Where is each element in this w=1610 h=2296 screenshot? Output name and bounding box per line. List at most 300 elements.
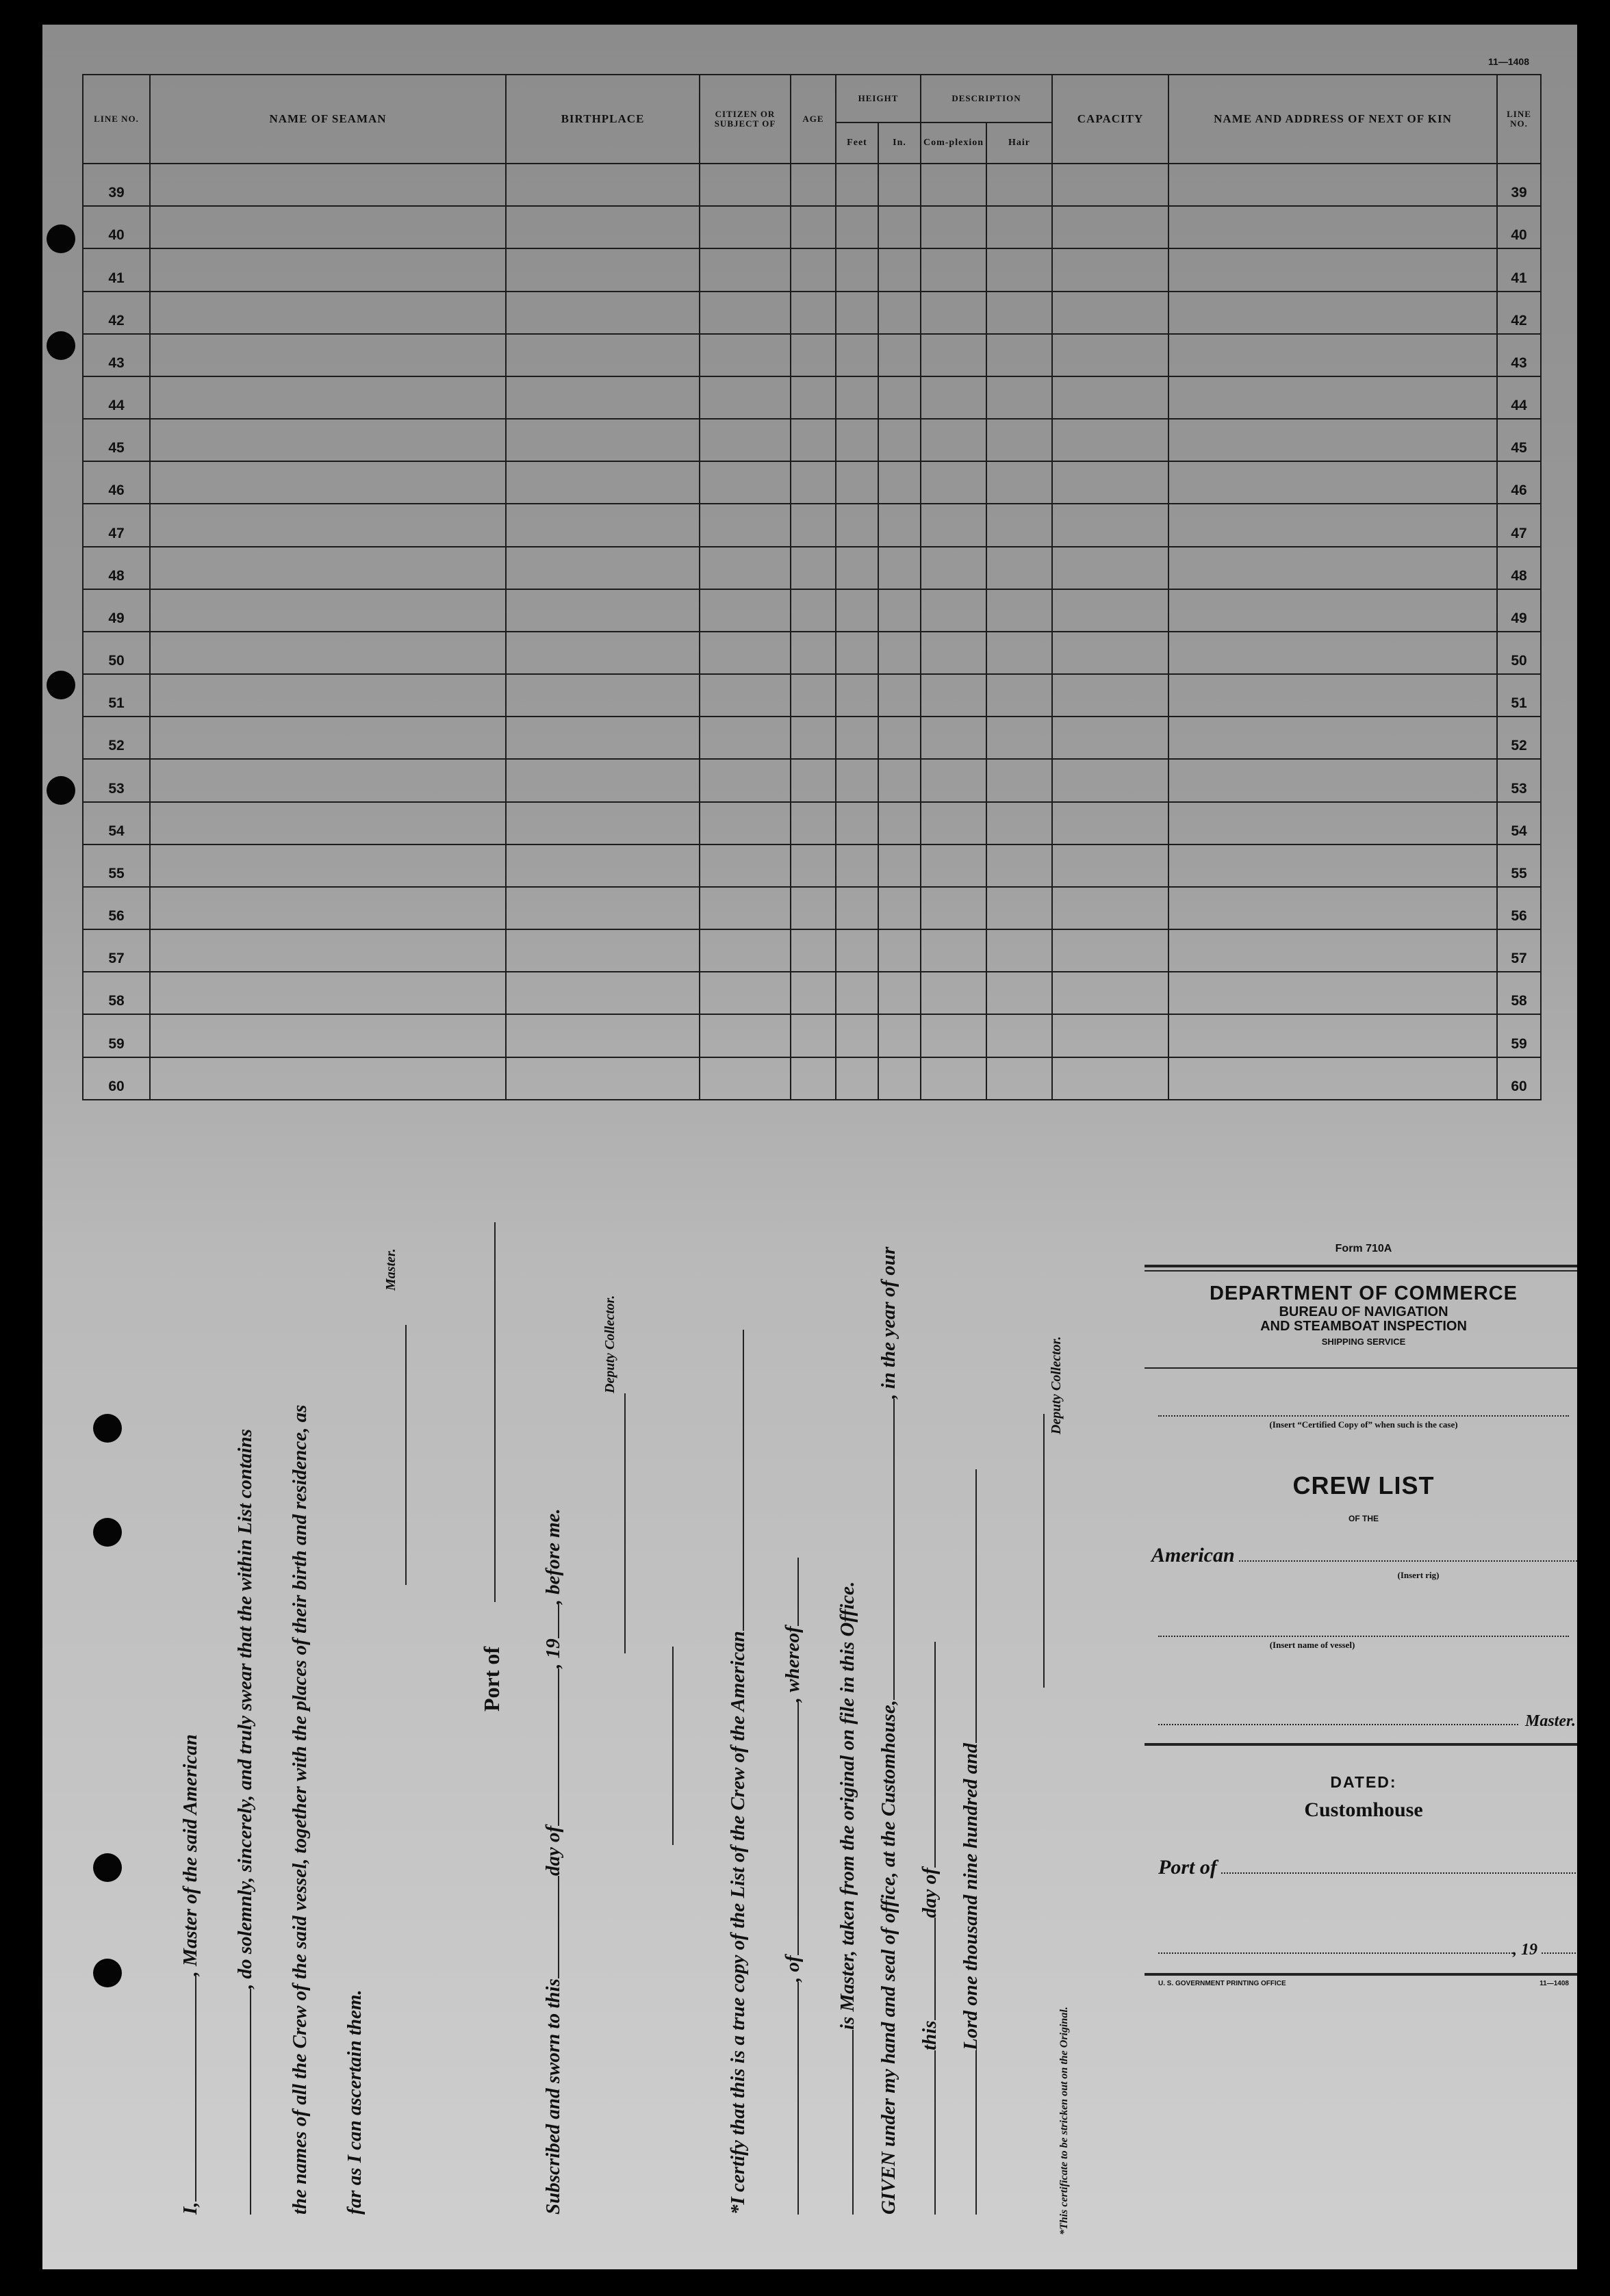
citizen-cell[interactable] xyxy=(700,632,791,674)
feet-cell[interactable] xyxy=(836,589,878,632)
capacity-cell[interactable] xyxy=(1052,759,1168,801)
next-of-kin-cell[interactable] xyxy=(1168,887,1497,929)
complexion-cell[interactable] xyxy=(921,547,986,589)
hair-cell[interactable] xyxy=(986,1014,1052,1057)
hair-cell[interactable] xyxy=(986,887,1052,929)
complexion-cell[interactable] xyxy=(921,589,986,632)
citizen-cell[interactable] xyxy=(700,929,791,972)
complexion-cell[interactable] xyxy=(921,887,986,929)
sworn-line xyxy=(542,1508,565,2215)
citizen-cell[interactable] xyxy=(700,972,791,1014)
feet-cell[interactable] xyxy=(836,717,878,759)
complexion-cell[interactable] xyxy=(921,632,986,674)
hair-cell[interactable] xyxy=(986,547,1052,589)
capacity-cell[interactable] xyxy=(1052,547,1168,589)
hair-cell[interactable] xyxy=(986,674,1052,717)
age-cell[interactable] xyxy=(791,504,836,546)
line-number: 55 xyxy=(83,844,150,887)
oath-line-4 xyxy=(344,1989,366,2215)
next-of-kin-cell[interactable] xyxy=(1168,334,1497,376)
hair-cell[interactable] xyxy=(986,334,1052,376)
citizen-cell[interactable] xyxy=(700,334,791,376)
punch-hole xyxy=(47,776,75,805)
hair-cell[interactable] xyxy=(986,376,1052,419)
feet-cell[interactable] xyxy=(836,844,878,887)
citizen-cell[interactable] xyxy=(700,419,791,461)
inches-cell[interactable] xyxy=(878,334,921,376)
line-number: 43 xyxy=(83,334,150,376)
birthplace-cell[interactable] xyxy=(506,164,700,206)
age-cell[interactable] xyxy=(791,547,836,589)
deputy-seal-line xyxy=(672,1647,674,1845)
inches-cell[interactable] xyxy=(878,461,921,504)
complexion-cell[interactable] xyxy=(921,674,986,717)
line-number-right: 46 xyxy=(1497,461,1541,504)
capacity-cell[interactable] xyxy=(1052,461,1168,504)
line-number-right: 45 xyxy=(1497,419,1541,461)
port-field[interactable] xyxy=(1221,1872,1576,1874)
year-field[interactable] xyxy=(1542,1952,1576,1954)
name-cell[interactable] xyxy=(150,1057,506,1100)
age-cell[interactable] xyxy=(791,632,836,674)
complexion-cell[interactable] xyxy=(921,802,986,844)
table-row xyxy=(83,461,1541,504)
inches-cell[interactable] xyxy=(878,844,921,887)
capacity-cell[interactable] xyxy=(1052,887,1168,929)
age-cell[interactable] xyxy=(791,461,836,504)
age-cell[interactable] xyxy=(791,334,836,376)
birthplace-cell[interactable] xyxy=(506,547,700,589)
table-row xyxy=(83,206,1541,248)
certified-copy-field[interactable] xyxy=(1158,1381,1569,1417)
hair-cell[interactable] xyxy=(986,248,1052,291)
sworn-day-blank xyxy=(558,1876,559,1978)
line-number-right: 44 xyxy=(1497,376,1541,419)
age-cell[interactable] xyxy=(791,376,836,419)
name-cell[interactable] xyxy=(150,632,506,674)
name-cell[interactable] xyxy=(150,292,506,334)
next-of-kin-cell[interactable] xyxy=(1168,759,1497,801)
next-of-kin-cell[interactable] xyxy=(1168,248,1497,291)
capacity-cell[interactable] xyxy=(1052,589,1168,632)
rig-hint: (Insert rig) xyxy=(1397,1570,1440,1580)
master-label: Master. xyxy=(383,1248,398,1291)
citizen-cell[interactable] xyxy=(700,674,791,717)
crew-rows xyxy=(83,164,1541,1100)
citizen-cell[interactable] xyxy=(700,1057,791,1100)
birthplace-cell[interactable] xyxy=(506,461,700,504)
capacity-cell[interactable] xyxy=(1052,248,1168,291)
hair-cell[interactable] xyxy=(986,206,1052,248)
complexion-cell[interactable] xyxy=(921,164,986,206)
name-cell[interactable] xyxy=(150,1014,506,1057)
inches-cell[interactable] xyxy=(878,248,921,291)
birthplace-cell[interactable] xyxy=(506,419,700,461)
citizen-cell[interactable] xyxy=(700,1014,791,1057)
hair-cell[interactable] xyxy=(986,632,1052,674)
hair-cell[interactable] xyxy=(986,929,1052,972)
citizen-cell[interactable] xyxy=(700,292,791,334)
line-number-right: 57 xyxy=(1497,929,1541,972)
table-row xyxy=(83,759,1541,801)
next-of-kin-cell[interactable] xyxy=(1168,419,1497,461)
age-cell[interactable] xyxy=(791,292,836,334)
year-label: , 19 xyxy=(1513,1941,1537,1959)
next-of-kin-cell[interactable] xyxy=(1168,376,1497,419)
feet-cell[interactable] xyxy=(836,1014,878,1057)
name-cell[interactable] xyxy=(150,844,506,887)
birthplace-cell[interactable] xyxy=(506,292,700,334)
complexion-cell[interactable] xyxy=(921,844,986,887)
birthplace-cell[interactable] xyxy=(506,334,700,376)
birthplace-cell[interactable] xyxy=(506,759,700,801)
next-of-kin-cell[interactable] xyxy=(1168,589,1497,632)
header-line-no: LINE NO. xyxy=(83,75,150,164)
inches-cell[interactable] xyxy=(878,887,921,929)
capacity-cell[interactable] xyxy=(1052,717,1168,759)
feet-cell[interactable] xyxy=(836,887,878,929)
line-number: 39 xyxy=(83,164,150,206)
next-of-kin-cell[interactable] xyxy=(1168,1057,1497,1100)
hair-cell[interactable] xyxy=(986,419,1052,461)
rule xyxy=(1145,1367,1577,1369)
capacity-cell[interactable] xyxy=(1052,419,1168,461)
citizen-cell[interactable] xyxy=(700,376,791,419)
citizen-cell[interactable] xyxy=(700,504,791,546)
capacity-cell[interactable] xyxy=(1052,1014,1168,1057)
rule xyxy=(1145,1973,1577,1976)
deputy-collector-label-2: Deputy Collector. xyxy=(1049,1336,1064,1434)
age-cell[interactable] xyxy=(791,887,836,929)
capacity-cell[interactable] xyxy=(1052,929,1168,972)
line-number-right: 56 xyxy=(1497,887,1541,929)
name-cell[interactable] xyxy=(150,504,506,546)
feet-cell[interactable] xyxy=(836,547,878,589)
name-cell[interactable] xyxy=(150,376,506,419)
name-cell[interactable] xyxy=(150,802,506,844)
name-cell[interactable] xyxy=(150,759,506,801)
feet-cell[interactable] xyxy=(836,759,878,801)
header-feet: Feet xyxy=(836,122,878,164)
citizen-cell[interactable] xyxy=(700,206,791,248)
age-cell[interactable] xyxy=(791,972,836,1014)
line-number-right: 49 xyxy=(1497,589,1541,632)
feet-cell[interactable] xyxy=(836,929,878,972)
capacity-cell[interactable] xyxy=(1052,844,1168,887)
birthplace-cell[interactable] xyxy=(506,632,700,674)
header-line-no-right: LINE NO. xyxy=(1497,75,1541,164)
birthplace-cell[interactable] xyxy=(506,589,700,632)
inches-cell[interactable] xyxy=(878,632,921,674)
name-cell[interactable] xyxy=(150,334,506,376)
name-cell[interactable] xyxy=(150,674,506,717)
inches-cell[interactable] xyxy=(878,1057,921,1100)
crew-list-title: CREW LIST xyxy=(1292,1471,1435,1499)
complexion-cell[interactable] xyxy=(921,461,986,504)
hair-cell[interactable] xyxy=(986,164,1052,206)
capacity-cell[interactable] xyxy=(1052,632,1168,674)
table-row xyxy=(83,674,1541,717)
port-row xyxy=(1158,1856,1576,1879)
bureau-line-1: BUREAU OF NAVIGATION xyxy=(1279,1304,1448,1319)
feet-cell[interactable] xyxy=(836,376,878,419)
feet-cell[interactable] xyxy=(836,802,878,844)
birthplace-cell[interactable] xyxy=(506,844,700,887)
birthplace-cell[interactable] xyxy=(506,248,700,291)
hair-cell[interactable] xyxy=(986,802,1052,844)
next-of-kin-cell[interactable] xyxy=(1168,802,1497,844)
punch-hole xyxy=(93,1414,122,1443)
hair-cell[interactable] xyxy=(986,717,1052,759)
birthplace-cell[interactable] xyxy=(506,1014,700,1057)
citizen-cell[interactable] xyxy=(700,887,791,929)
punch-hole xyxy=(47,671,75,699)
inches-cell[interactable] xyxy=(878,674,921,717)
table-row xyxy=(83,164,1541,206)
name-cell[interactable] xyxy=(150,248,506,291)
feet-cell[interactable] xyxy=(836,504,878,546)
age-cell[interactable] xyxy=(791,1057,836,1100)
inches-cell[interactable] xyxy=(878,206,921,248)
next-of-kin-cell[interactable] xyxy=(1168,461,1497,504)
line-number: 50 xyxy=(83,632,150,674)
inches-cell[interactable] xyxy=(878,504,921,546)
name-cell[interactable] xyxy=(150,206,506,248)
age-cell[interactable] xyxy=(791,717,836,759)
feet-cell[interactable] xyxy=(836,674,878,717)
name-cell[interactable] xyxy=(150,972,506,1014)
birthplace-cell[interactable] xyxy=(506,504,700,546)
age-cell[interactable] xyxy=(791,248,836,291)
birthplace-cell[interactable] xyxy=(506,802,700,844)
capacity-cell[interactable] xyxy=(1052,334,1168,376)
next-of-kin-cell[interactable] xyxy=(1168,632,1497,674)
inches-cell[interactable] xyxy=(878,802,921,844)
inches-cell[interactable] xyxy=(878,929,921,972)
feet-cell[interactable] xyxy=(836,206,878,248)
age-cell[interactable] xyxy=(791,674,836,717)
name-cell[interactable] xyxy=(150,717,506,759)
oath-line-2 xyxy=(234,1429,257,2215)
birthplace-cell[interactable] xyxy=(506,376,700,419)
birthplace-cell[interactable] xyxy=(506,887,700,929)
inches-cell[interactable] xyxy=(878,164,921,206)
table-row xyxy=(83,632,1541,674)
complexion-cell[interactable] xyxy=(921,292,986,334)
line-number: 51 xyxy=(83,674,150,717)
capacity-cell[interactable] xyxy=(1052,674,1168,717)
table-row xyxy=(83,802,1541,844)
next-of-kin-cell[interactable] xyxy=(1168,929,1497,972)
hair-cell[interactable] xyxy=(986,972,1052,1014)
master-field[interactable] xyxy=(1158,1724,1518,1725)
deputy-collector-label-1: Deputy Collector. xyxy=(602,1295,617,1393)
next-of-kin-cell[interactable] xyxy=(1168,717,1497,759)
hair-cell[interactable] xyxy=(986,292,1052,334)
birthplace-cell[interactable] xyxy=(506,674,700,717)
table-row xyxy=(83,972,1541,1014)
rig-field[interactable] xyxy=(1239,1560,1577,1562)
complexion-cell[interactable] xyxy=(921,504,986,546)
line-number: 60 xyxy=(83,1057,150,1100)
citizen-cell[interactable] xyxy=(700,844,791,887)
inches-cell[interactable] xyxy=(878,547,921,589)
name-cell[interactable] xyxy=(150,461,506,504)
birthplace-cell[interactable] xyxy=(506,206,700,248)
citizen-cell[interactable] xyxy=(700,461,791,504)
header-hair: Hair xyxy=(986,122,1052,164)
next-of-kin-cell[interactable] xyxy=(1168,292,1497,334)
table-row xyxy=(83,1057,1541,1100)
birthplace-cell[interactable] xyxy=(506,717,700,759)
cert-master-text: is Master, taken from the original on file in this Office. xyxy=(836,1581,858,2030)
line-number: 42 xyxy=(83,292,150,334)
next-of-kin-cell[interactable] xyxy=(1168,972,1497,1014)
name-cell[interactable] xyxy=(150,929,506,972)
feet-cell[interactable] xyxy=(836,248,878,291)
citizen-cell[interactable] xyxy=(700,248,791,291)
table-row xyxy=(83,1014,1541,1057)
inches-cell[interactable] xyxy=(878,759,921,801)
birthplace-cell[interactable] xyxy=(506,1057,700,1100)
capacity-cell[interactable] xyxy=(1052,376,1168,419)
inches-cell[interactable] xyxy=(878,292,921,334)
this-day-of: day of xyxy=(919,1868,941,1918)
line-number: 53 xyxy=(83,759,150,801)
inches-cell[interactable] xyxy=(878,419,921,461)
american-label: American xyxy=(1151,1544,1235,1566)
header-capacity: CAPACITY xyxy=(1052,75,1168,164)
complexion-cell[interactable] xyxy=(921,929,986,972)
line-number-right: 40 xyxy=(1497,206,1541,248)
citizen-cell[interactable] xyxy=(700,802,791,844)
citizen-cell[interactable] xyxy=(700,759,791,801)
name-cell[interactable] xyxy=(150,419,506,461)
name-cell[interactable] xyxy=(150,589,506,632)
inches-cell[interactable] xyxy=(878,717,921,759)
next-of-kin-cell[interactable] xyxy=(1168,674,1497,717)
name-cell[interactable] xyxy=(150,547,506,589)
complexion-cell[interactable] xyxy=(921,419,986,461)
age-cell[interactable] xyxy=(791,419,836,461)
hair-cell[interactable] xyxy=(986,589,1052,632)
next-of-kin-cell[interactable] xyxy=(1168,164,1497,206)
line-number-right: 39 xyxy=(1497,164,1541,206)
next-of-kin-cell[interactable] xyxy=(1168,206,1497,248)
next-of-kin-cell[interactable] xyxy=(1168,547,1497,589)
cert-text: *I certify that this is a true copy of the List of the Crew of the American xyxy=(727,1631,749,2215)
inches-cell[interactable] xyxy=(878,376,921,419)
birthplace-cell[interactable] xyxy=(506,972,700,1014)
feet-cell[interactable] xyxy=(836,419,878,461)
inches-cell[interactable] xyxy=(878,972,921,1014)
age-cell[interactable] xyxy=(791,802,836,844)
complexion-cell[interactable] xyxy=(921,1014,986,1057)
feet-cell[interactable] xyxy=(836,972,878,1014)
capacity-cell[interactable] xyxy=(1052,504,1168,546)
feet-cell[interactable] xyxy=(836,1057,878,1100)
complexion-cell[interactable] xyxy=(921,972,986,1014)
age-cell[interactable] xyxy=(791,929,836,972)
feet-cell[interactable] xyxy=(836,164,878,206)
rule xyxy=(1145,1743,1577,1746)
oath-names-text: the names of all the Crew of the said vessel, together with the places of their birth and residence, as xyxy=(289,1404,311,2215)
citizen-cell[interactable] xyxy=(700,589,791,632)
hair-cell[interactable] xyxy=(986,461,1052,504)
customhouse-label: Customhouse xyxy=(1304,1798,1423,1821)
header-inches: In. xyxy=(878,122,921,164)
hair-cell[interactable] xyxy=(986,1057,1052,1100)
age-cell[interactable] xyxy=(791,164,836,206)
feet-cell[interactable] xyxy=(836,334,878,376)
complexion-cell[interactable] xyxy=(921,717,986,759)
age-cell[interactable] xyxy=(791,1014,836,1057)
age-cell[interactable] xyxy=(791,589,836,632)
capacity-cell[interactable] xyxy=(1052,1057,1168,1100)
date-field[interactable] xyxy=(1158,1952,1513,1954)
next-of-kin-cell[interactable] xyxy=(1168,844,1497,887)
citizen-cell[interactable] xyxy=(700,164,791,206)
hair-cell[interactable] xyxy=(986,759,1052,801)
hair-cell[interactable] xyxy=(986,504,1052,546)
name-cell[interactable] xyxy=(150,887,506,929)
complexion-cell[interactable] xyxy=(921,759,986,801)
age-cell[interactable] xyxy=(791,206,836,248)
line-number: 46 xyxy=(83,461,150,504)
age-cell[interactable] xyxy=(791,759,836,801)
capacity-cell[interactable] xyxy=(1052,802,1168,844)
complexion-cell[interactable] xyxy=(921,248,986,291)
feet-cell[interactable] xyxy=(836,292,878,334)
complexion-cell[interactable] xyxy=(921,206,986,248)
capacity-cell[interactable] xyxy=(1052,292,1168,334)
complexion-cell[interactable] xyxy=(921,334,986,376)
capacity-cell[interactable] xyxy=(1052,206,1168,248)
citizen-cell[interactable] xyxy=(700,717,791,759)
department-title: DEPARTMENT OF COMMERCE xyxy=(1209,1282,1518,1304)
complexion-cell[interactable] xyxy=(921,1057,986,1100)
form-number-top: 11—1408 xyxy=(1488,56,1529,67)
master-name-blank xyxy=(195,1976,196,2202)
complexion-cell[interactable] xyxy=(921,376,986,419)
table-row xyxy=(83,292,1541,334)
table-row xyxy=(83,376,1541,419)
birthplace-cell[interactable] xyxy=(506,929,700,972)
line-number-right: 50 xyxy=(1497,632,1541,674)
lord-prefix-blank xyxy=(975,2050,977,2215)
hair-cell[interactable] xyxy=(986,844,1052,887)
age-cell[interactable] xyxy=(791,844,836,887)
inches-cell[interactable] xyxy=(878,589,921,632)
vessel-name-field[interactable] xyxy=(1158,1615,1569,1637)
cert-port-blank xyxy=(797,1702,799,1955)
citizen-cell[interactable] xyxy=(700,547,791,589)
feet-cell[interactable] xyxy=(836,632,878,674)
inches-cell[interactable] xyxy=(878,1014,921,1057)
master-row xyxy=(1158,1712,1576,1731)
next-of-kin-cell[interactable] xyxy=(1168,1014,1497,1057)
line-number: 56 xyxy=(83,887,150,929)
capacity-cell[interactable] xyxy=(1052,972,1168,1014)
sworn-before-me: , before me. xyxy=(542,1508,564,1605)
given-place-blank xyxy=(893,1399,895,1700)
capacity-cell[interactable] xyxy=(1052,164,1168,206)
next-of-kin-cell[interactable] xyxy=(1168,504,1497,546)
cert-of: , of xyxy=(782,1955,804,1982)
name-cell[interactable] xyxy=(150,164,506,206)
header-age: AGE xyxy=(791,75,836,164)
feet-cell[interactable] xyxy=(836,461,878,504)
